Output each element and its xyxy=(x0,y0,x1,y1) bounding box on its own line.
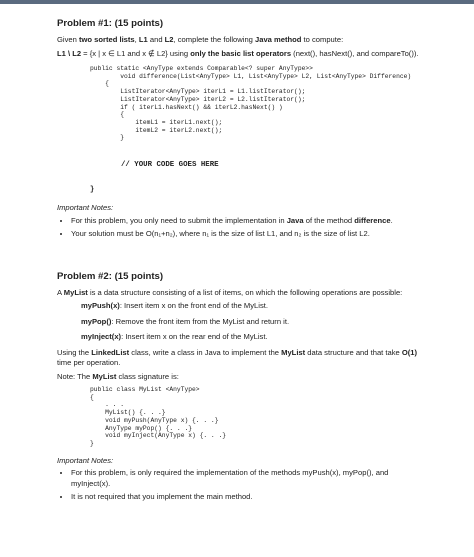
problem1-title: Problem #1: (15 points) xyxy=(57,18,164,29)
text-bold: L1 \ L2 xyxy=(57,48,82,58)
text: class signature is: xyxy=(116,371,179,381)
text: For this problem, you only need to submit the implementation in xyxy=(71,215,287,225)
text: . xyxy=(390,215,393,225)
text-bold: MyList xyxy=(92,371,117,381)
text: , xyxy=(134,35,139,44)
problem2-code: public class MyList <AnyType> { . . . MyList() {. . .} void myPush(AnyType x) {. . .} AnyType myPop() {. . .} void myInject(AnyType x) {. . .} } xyxy=(90,386,227,447)
spacer xyxy=(57,243,422,265)
text-bold: Java method xyxy=(255,35,302,44)
operation-item xyxy=(81,317,422,328)
problem1-code: public static <AnyType extends Comparable<? super AnyType>> void difference(List<AnyType> L1, List<AnyType> L2, List<AnyType> Difference) { ListIterator<AnyType> iterL1 = L1.listIterator(); ListIterator<AnyType> iterL2 = L2.listIterator(); if ( iterL1.hasNext() && iterL2.hasNext() ) { itemL1 = iterL1.next(); itemL2 = iterL2.next(); } xyxy=(90,65,412,142)
text: time per operation. xyxy=(57,358,121,368)
text: Given xyxy=(57,35,79,44)
problem2-signature-note xyxy=(57,372,422,383)
document-page xyxy=(57,12,422,506)
problem1-formula xyxy=(57,49,422,60)
problem2-using xyxy=(57,348,422,369)
text: of the method xyxy=(303,215,355,225)
problem2-intro xyxy=(57,288,422,299)
operation-item xyxy=(81,332,422,343)
operation-desc: : Insert item x on the rear end of the MyList. xyxy=(121,332,268,342)
text: is a data structure consisting of a list of items, on which the following operations are possible: xyxy=(87,287,403,297)
operation-name: myPush(x) xyxy=(81,301,120,311)
operation-item xyxy=(81,301,422,312)
text-bold: L1 xyxy=(138,35,148,44)
list-item: • It is not required that you implement the main method. xyxy=(71,492,422,503)
text-bold: MyList xyxy=(63,287,88,297)
text-bold: O(1) xyxy=(401,347,418,357)
closing-brace: } xyxy=(90,185,95,194)
top-bar xyxy=(0,0,474,4)
text-bold: MyList xyxy=(281,347,306,357)
operation-name: myPop() xyxy=(81,316,112,326)
text-bold: L2 xyxy=(164,35,174,44)
text: data structure and that take xyxy=(305,347,402,357)
problem2-title: Problem #2: (15 points) xyxy=(57,270,164,282)
text: Using the xyxy=(57,347,92,357)
problem1-intro xyxy=(57,35,422,46)
problem2-notes-title: Important Notes: xyxy=(57,455,114,465)
problem2-notes-list xyxy=(57,468,422,503)
text: and xyxy=(147,35,165,44)
operation-desc: : Remove the front item from the MyList and return it. xyxy=(111,316,290,326)
operations-list xyxy=(81,301,422,343)
list-item xyxy=(71,216,422,227)
text-bold: difference xyxy=(354,215,391,225)
problem1-notes-title: Important Notes: xyxy=(57,203,114,213)
text: = {x | x ∈ L1 and x ∉ L2} using xyxy=(81,48,191,58)
text: (next(), hasNext(), and compareTo()). xyxy=(291,48,419,58)
text: Note: The xyxy=(57,371,93,381)
text: A xyxy=(57,287,64,297)
operation-desc: : Insert item x on the front end of the MyList. xyxy=(119,301,268,311)
operation-name: myInject(x) xyxy=(81,332,122,342)
text: , complete the following xyxy=(173,35,255,44)
text: class, write a class in Java to implement the xyxy=(129,347,282,357)
list-item: • For this problem, is only required the implementation of the methods myPush(x), myPop(), and myInject(x). xyxy=(71,468,422,489)
text-bold: LinkedList xyxy=(91,347,130,357)
text-bold: two sorted lists xyxy=(78,35,135,44)
list-item: • Your solution must be O(n₁+n₂), where n₁ is the size of list L1, and n₂ is the size of list L2. xyxy=(71,229,422,240)
text-bold: only the basic list operators xyxy=(190,48,292,58)
text-bold: Java xyxy=(286,215,304,225)
text: to compute: xyxy=(301,35,344,44)
problem1-notes-list xyxy=(57,216,422,240)
your-code-comment: // YOUR CODE GOES HERE xyxy=(121,161,219,170)
